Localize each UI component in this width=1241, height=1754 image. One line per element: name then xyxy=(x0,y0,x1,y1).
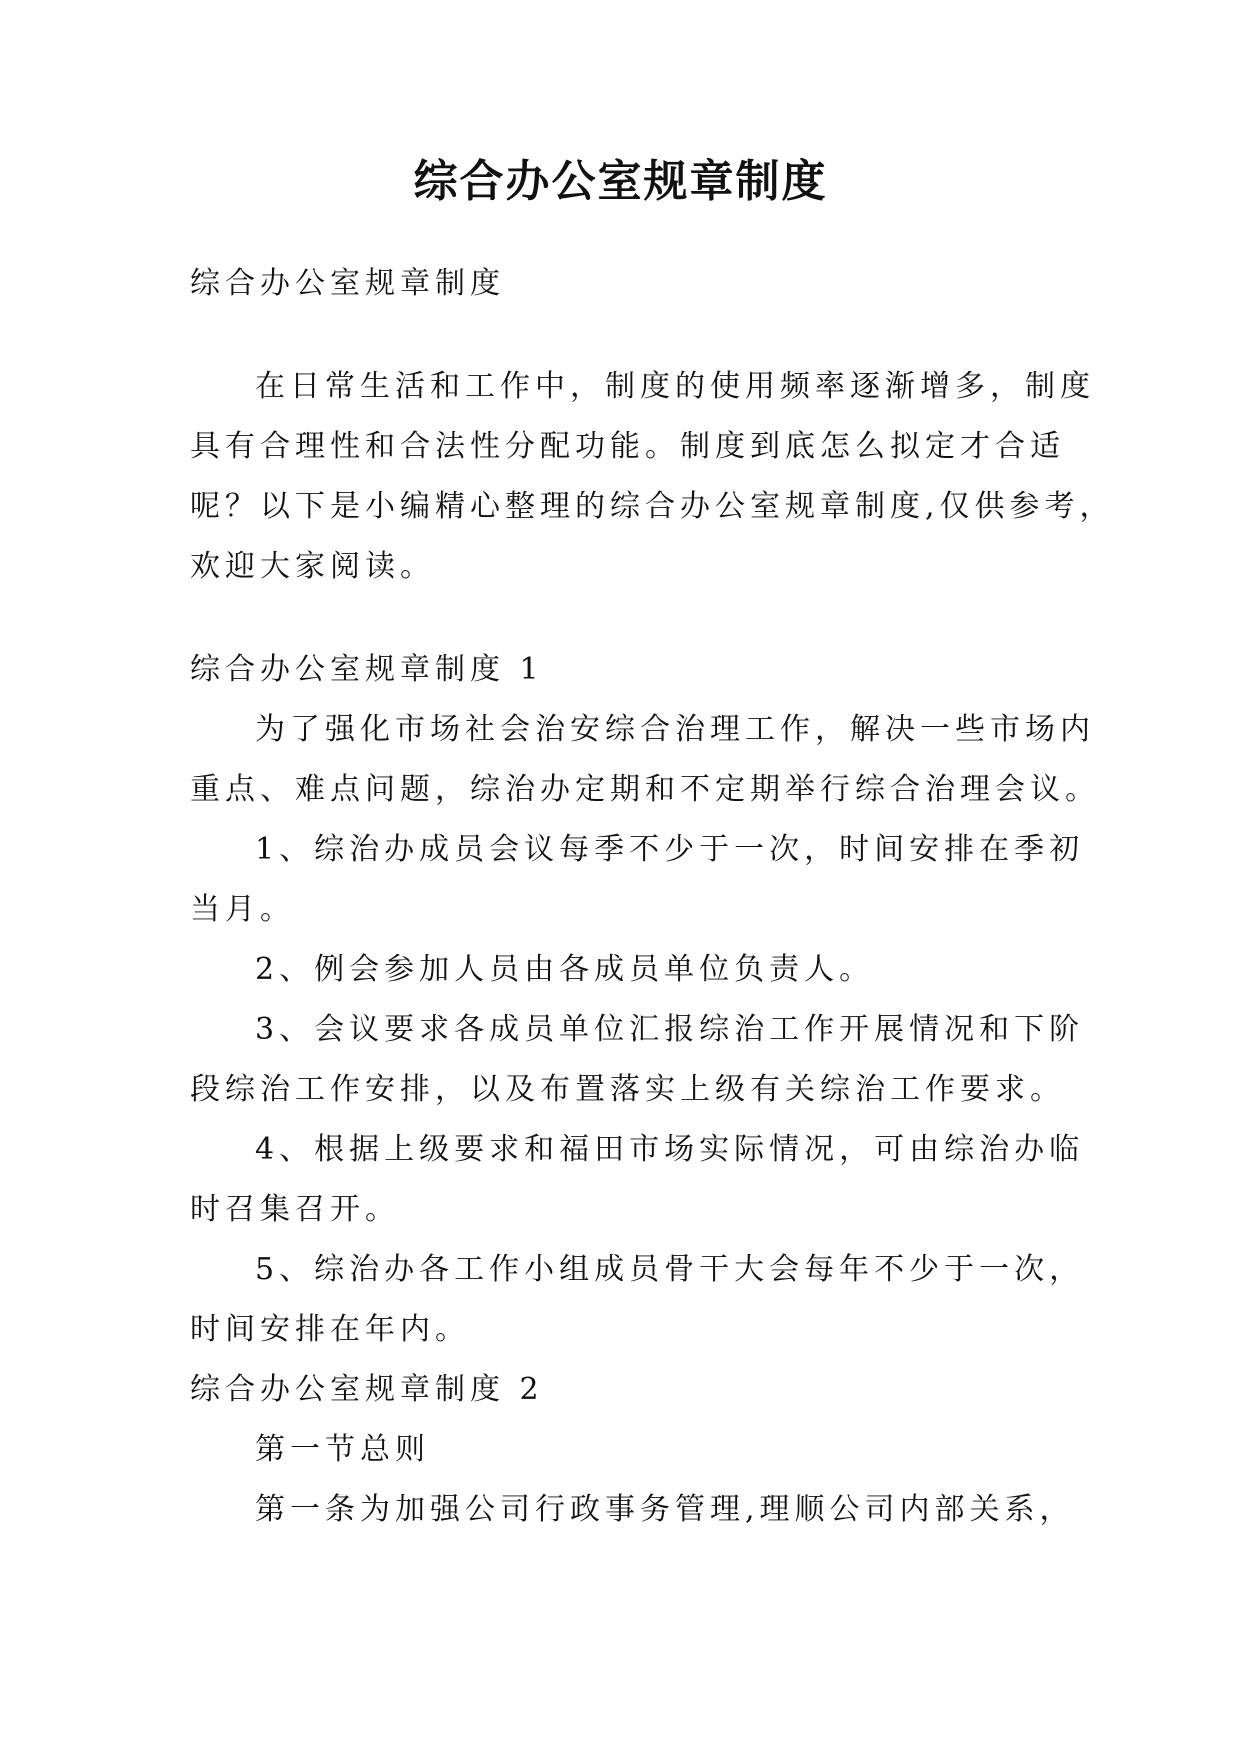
section-1-item-3-line-1: 3、会议要求各成员单位汇报综治工作开展情况和下阶 xyxy=(255,1012,1085,1047)
intro-line-2: 具有合理性和合法性分配功能。制度到底怎么拟定才合适 xyxy=(190,429,1065,464)
section-1-item-2: 2、例会参加人员由各成员单位负责人。 xyxy=(255,952,875,987)
intro-line-4: 欢迎大家阅读。 xyxy=(190,549,435,584)
intro-line-1: 在日常生活和工作中，制度的使用频率逐渐增多，制度 xyxy=(255,369,1095,404)
section-1-item-4-line-2: 时召集召开。 xyxy=(190,1192,400,1227)
section-2-heading: 综合办公室规章制度 2 xyxy=(190,1372,544,1407)
section-1-item-1-line-2: 当月。 xyxy=(190,892,295,927)
section-2-line-1: 第一条为加强公司行政事务管理,理顺公司内部关系， xyxy=(255,1492,1075,1527)
section-1-line-2: 重点、难点问题，综治办定期和不定期举行综合治理会议。 xyxy=(190,772,1100,807)
document-title: 综合办公室规章制度 xyxy=(413,156,828,207)
section-1-heading: 综合办公室规章制度 1 xyxy=(190,652,544,687)
section-1-item-5-line-2: 时间安排在年内。 xyxy=(190,1312,470,1347)
section-1-line-1: 为了强化市场社会治安综合治理工作，解决一些市场内 xyxy=(255,712,1095,747)
intro-line-3: 呢？以下是小编精心整理的综合办公室规章制度,仅供参考， xyxy=(190,489,1115,524)
section-1-item-3-line-2: 段综治工作安排，以及布置落实上级有关综治工作要求。 xyxy=(190,1072,1065,1107)
subtitle-line: 综合办公室规章制度 xyxy=(190,266,505,301)
section-1-item-1-line-1: 1、综治办成员会议每季不少于一次，时间安排在季初 xyxy=(255,832,1085,867)
section-2-subheading: 第一节总则 xyxy=(255,1432,430,1467)
section-1-item-4-line-1: 4、根据上级要求和福田市场实际情况，可由综治办临 xyxy=(255,1132,1085,1167)
section-1-item-5-line-1: 5、综治办各工作小组成员骨干大会每年不少于一次， xyxy=(255,1252,1085,1287)
